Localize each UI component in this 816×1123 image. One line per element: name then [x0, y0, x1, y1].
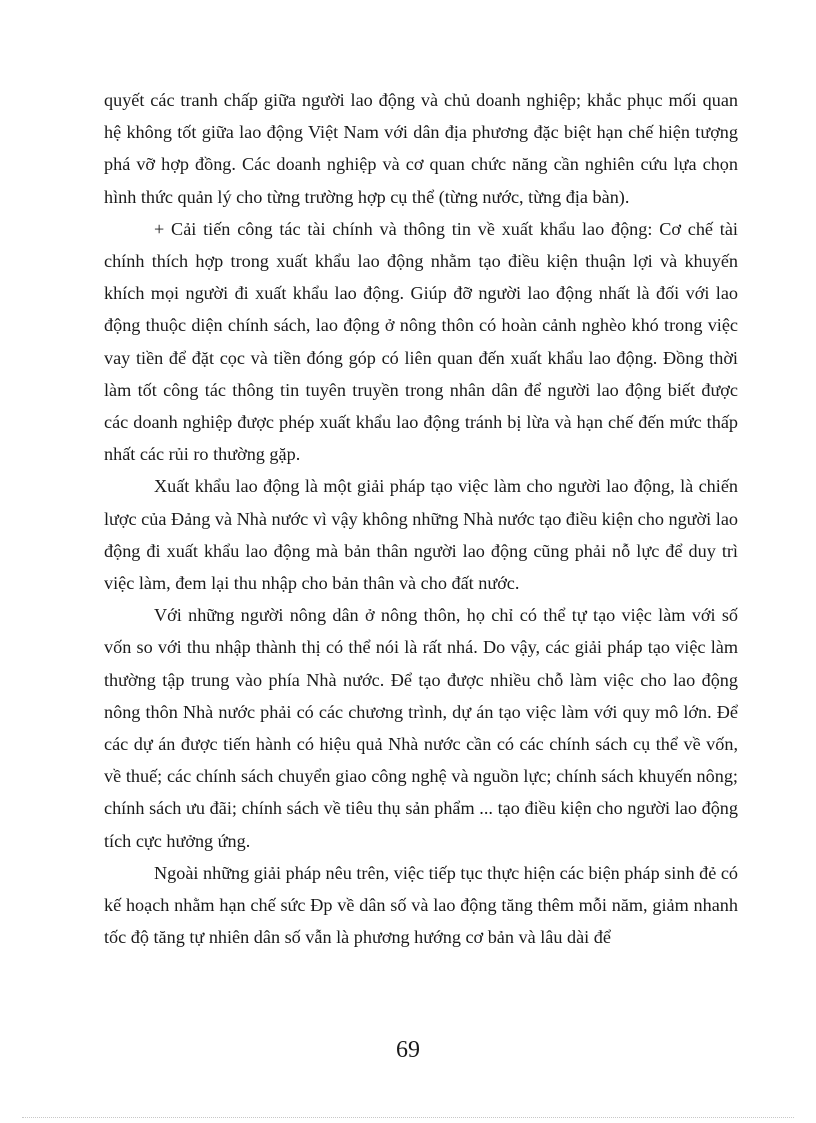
- paragraph-rural-farmers: Với những người nông dân ở nông thôn, họ chỉ có thể tự tạo việc làm với số vốn so với thu nhập thành thị có thể nói là rất nhá. Do vậy, các giải pháp tạo việc làm thường tập trung vào phía Nhà nước. Để tạo được nhiều chỗ làm việc cho lao động nông thôn Nhà nước phải có các chương trình, dự án tạo việc làm với quy mô lớn. Để các dự án được tiến hành có hiệu quả Nhà nước cần có các chính sách cụ thể về vốn, về thuế; các chính sách chuyển giao công nghệ và nguồn lực; chính sách khuyến nông; chính sách ưu đãi; chính sách về tiêu thụ sản phẩm ... tạo điều kiện cho người lao động tích cực hưởng ứng.: [104, 605, 738, 851]
- paragraph-continuation: quyết các tranh chấp giữa người lao động và chủ doanh nghiệp; khắc phục mối quan hệ không tốt giữa lao động Việt Nam với dân địa phương đặc biệt hạn chế hiện tượng phá vỡ hợp đồng. Các doanh nghiệp và cơ quan chức năng cần nghiên cứu lựa chọn hình thức quản lý cho từng trường hợp cụ thể (từng nước, từng địa bàn).: [104, 90, 738, 207]
- paragraph-labor-export: Xuất khẩu lao động là một giải pháp tạo việc làm cho người lao động, là chiến lược của Đảng và Nhà nước vì vậy không những Nhà nước tạo điều kiện cho người lao động đi xuất khẩu lao động mà bản thân người lao động cũng phải nỗ lực để duy trì việc làm, đem lại thu nhập cho bản thân và cho đất nước.: [104, 476, 738, 594]
- page-number: 69: [396, 1037, 420, 1063]
- body-text: [104, 84, 738, 953]
- paragraph-family-planning: Ngoài những giải pháp nêu trên, việc tiếp tục thực hiện các biện pháp sinh đẻ có kế hoạch nhằm hạn chế sức Đp về dân số và lao động tăng thêm mỗi năm, giảm nhanh tốc độ tăng tự nhiên dân số vẫn là phương hướng cơ bản và lâu dài để: [104, 862, 738, 948]
- footer-dotted-rule: [22, 1117, 794, 1118]
- paragraph-finance-information: + Cải tiến công tác tài chính và thông tin về xuất khẩu lao động: Cơ chế tài chính thích hợp trong xuất khẩu lao động nhằm tạo điều kiện thuận lợi và khuyến khích mọi người đi xuất khẩu lao động. Giúp đỡ người lao động nhất là đối với lao động thuộc diện chính sách, lao động ở nông thôn có hoàn cảnh nghèo khó trong việc vay tiền để đặt cọc và tiền đóng góp có liên quan đến xuất khẩu lao động. Đồng thời làm tốt công tác thông tin tuyên truyền trong nhân dân để người lao động biết được các doanh nghiệp được phép xuất khẩu lao động tránh bị lừa và hạn chế đến mức thấp nhất các rủi ro thường gặp.: [104, 218, 738, 465]
